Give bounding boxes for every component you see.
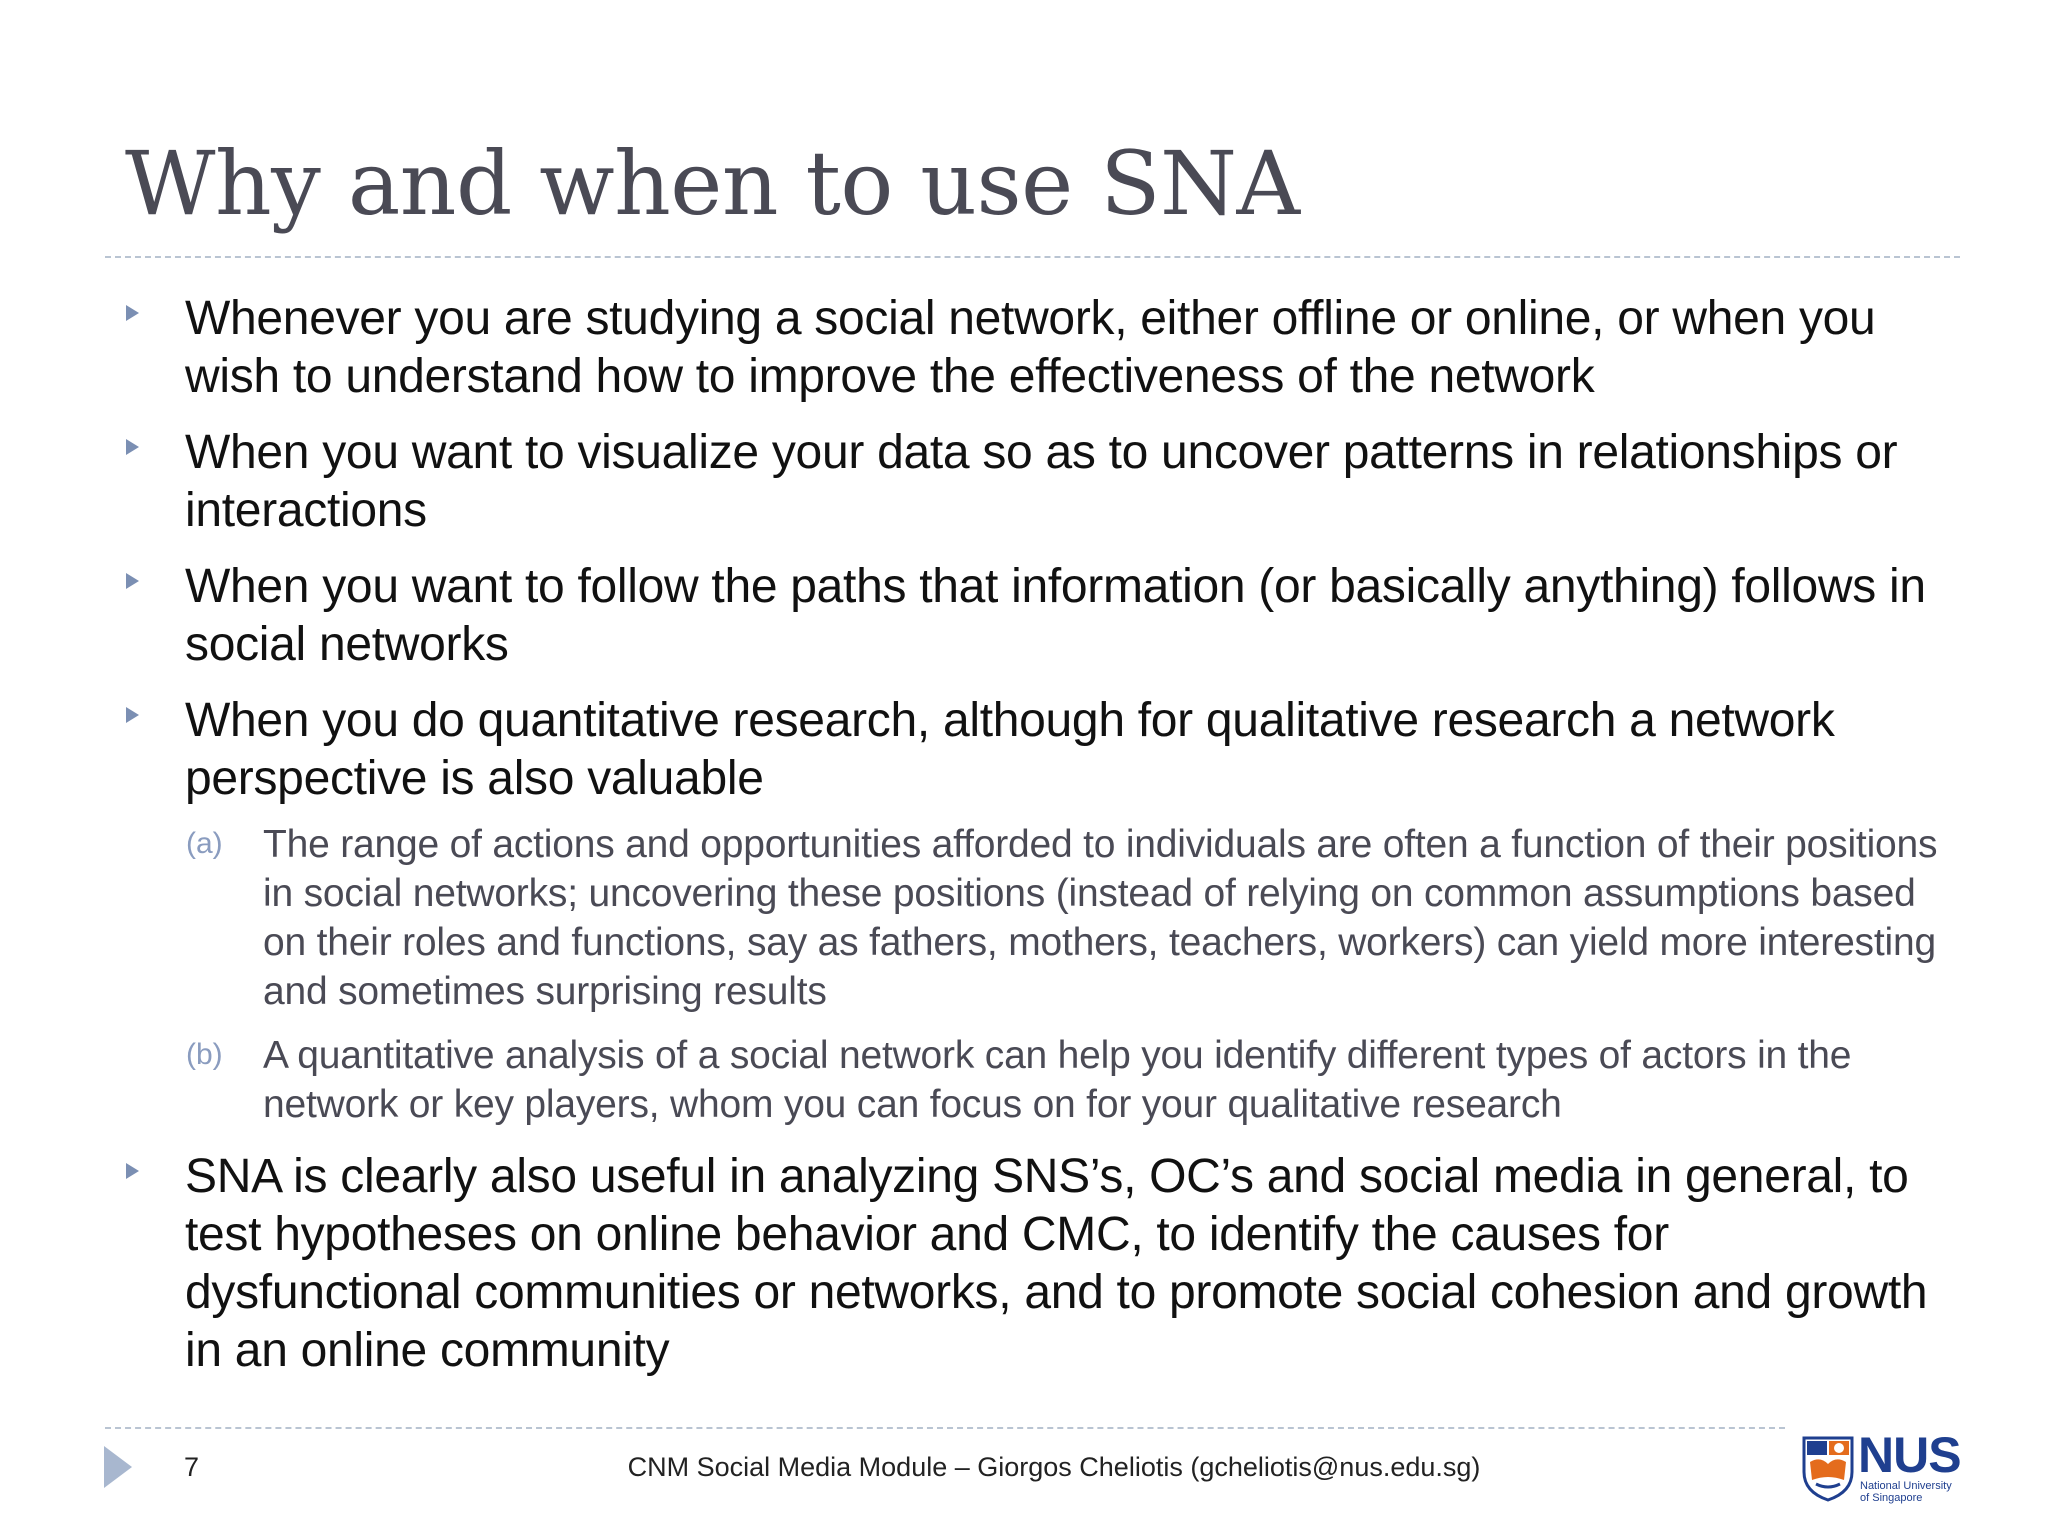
- logo-subtitle-line: National University: [1860, 1480, 1952, 1492]
- logo-wordmark: NUS: [1858, 1427, 1961, 1483]
- page-number: 7: [184, 1452, 200, 1482]
- sub-item-marker: (a): [186, 827, 223, 860]
- sub-item-text: A quantitative analysis of a social network can help you identify different types of actors in the network or key players, whom you can focus on for your qualitative research: [263, 1034, 1852, 1126]
- footer-divider: [105, 1427, 1785, 1429]
- nus-logo: [1800, 1427, 1970, 1516]
- bullet-arrow-icon: [126, 573, 139, 589]
- bullet-arrow-icon: [126, 1163, 139, 1179]
- logo-subtitle-line: of Singapore: [1860, 1492, 1923, 1504]
- bullet-text: When you want to follow the paths that information (or basically anything) follows in social networks: [185, 560, 1926, 671]
- bullet-text: SNA is clearly also useful in analyzing SNS’s, OC’s and social media in general, to test hypotheses on online behavior and CMC, to identify the causes for dysfunctional communities or networks, and to promote social cohesion and growth in an online community: [185, 1150, 1928, 1377]
- bullet-arrow-icon: [126, 439, 139, 455]
- bullet-text: When you do quantitative research, although for qualitative research a network perspective is also valuable: [185, 694, 1835, 805]
- title-divider: [105, 256, 1960, 258]
- bullet-text: When you want to visualize your data so as to uncover patterns in relationships or interactions: [185, 426, 1898, 537]
- bullet-arrow-icon: [126, 305, 139, 321]
- bullet-text: Whenever you are studying a social network, either offline or online, or when you wish to understand how to improve the effectiveness of the network: [185, 292, 1876, 403]
- slide-title: Why and when to use SNA: [125, 132, 1300, 235]
- nus-crest-icon: [1800, 1434, 1856, 1502]
- bullet-arrow-icon: [126, 707, 139, 723]
- logo-subtitle: [1860, 1480, 1960, 1504]
- sub-item-text: The range of actions and opportunities afforded to individuals are often a function of their positions in social networks; uncovering these positions (instead of relying on common assumptions based on their roles and functions, say as fathers, mothers, teachers, workers) can yield more interesting and sometimes surprising results: [263, 823, 1938, 1013]
- sub-item-marker: (b): [186, 1038, 223, 1071]
- footer-credit: CNM Social Media Module – Giorgos Cheliotis (gcheliotis@nus.edu.sg): [627, 1452, 1481, 1482]
